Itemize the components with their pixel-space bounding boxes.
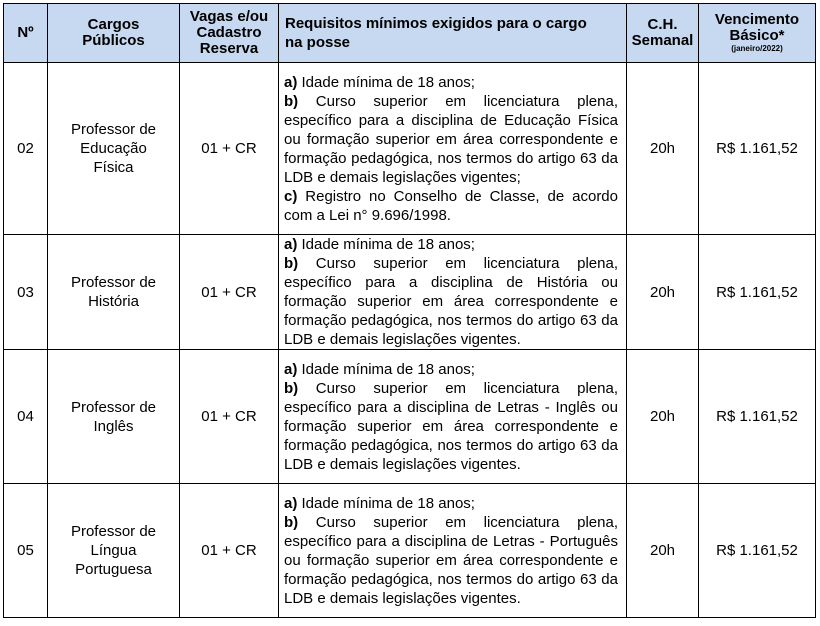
header-ch bbox=[627, 4, 699, 63]
requisito-item bbox=[284, 494, 618, 513]
table-row bbox=[4, 63, 816, 235]
requisito-text: Idade mínima de 18 anos; bbox=[297, 236, 475, 253]
header-ch-line: C.H. bbox=[647, 16, 678, 33]
header-vagas-line: Cadastro bbox=[196, 24, 262, 41]
cargo-line: História bbox=[88, 293, 139, 310]
requisito-text: Idade mínima de 18 anos; bbox=[297, 494, 475, 512]
table-body bbox=[4, 63, 816, 618]
header-vagas-line: Reserva bbox=[199, 40, 259, 57]
cell-vencimento: R$ 1.161,52 bbox=[699, 484, 816, 618]
requisito-item bbox=[284, 235, 618, 254]
header-requisitos-line: Requisitos mínimos exigidos para o cargo bbox=[285, 15, 587, 32]
requisito-item bbox=[284, 73, 618, 92]
cargo-line: Educação bbox=[80, 140, 147, 157]
header-cargo-line: Cargos bbox=[87, 16, 140, 33]
requisito-mark: b) bbox=[284, 379, 299, 397]
cell-vagas: 01 + CR bbox=[180, 63, 279, 235]
header-vencimento-date: (janeiro/2022) bbox=[731, 44, 783, 53]
requisito-mark: b) bbox=[284, 513, 299, 531]
requisito-text: Curso superior em licenciatura plena, específico para a disciplina de História ou formação superior em área correspondente e formação pedagógica, nos termos do artigo 63 da LDB e demais legislações vigentes. bbox=[284, 255, 618, 348]
requisito-item bbox=[284, 187, 618, 225]
cell-num: 04 bbox=[4, 350, 48, 484]
cell-cargo bbox=[48, 63, 180, 235]
requisito-mark: c) bbox=[284, 187, 298, 205]
cell-cargo bbox=[48, 235, 180, 350]
header-vagas-line: Vagas e/ou bbox=[189, 8, 269, 25]
header-vencimento-line: Básico* bbox=[729, 27, 785, 44]
cell-requisitos bbox=[279, 235, 627, 350]
cell-vencimento: R$ 1.161,52 bbox=[699, 63, 816, 235]
header-requisitos-line: na posse bbox=[285, 34, 351, 51]
cell-ch: 20h bbox=[627, 350, 699, 484]
requisito-item bbox=[284, 254, 618, 349]
requisito-item bbox=[284, 379, 618, 474]
cell-ch: 20h bbox=[627, 484, 699, 618]
cargo-line: Inglês bbox=[93, 417, 134, 435]
requisito-mark: a) bbox=[284, 360, 298, 378]
header-cargo-line: Públicos bbox=[82, 32, 145, 49]
requisito-item bbox=[284, 92, 618, 187]
requisito-text: Curso superior em licenciatura plena, específico para a disciplina de Letras - Inglês ou formação superior em área correspondente e formação pedagógica, nos termos do artigo 63 da LDB e demais legislações vigentes. bbox=[284, 379, 618, 473]
header-vagas bbox=[180, 4, 279, 63]
cell-cargo bbox=[48, 484, 180, 618]
cell-vagas: 01 + CR bbox=[180, 235, 279, 350]
requisito-mark: b) bbox=[284, 255, 299, 272]
cell-num: 03 bbox=[4, 235, 48, 350]
header-row bbox=[4, 4, 816, 63]
table-header bbox=[4, 4, 816, 63]
cell-vagas: 01 + CR bbox=[180, 350, 279, 484]
requisito-item bbox=[284, 360, 618, 379]
header-requisitos bbox=[279, 4, 627, 63]
cargo-line: Física bbox=[93, 159, 134, 176]
cargos-table bbox=[3, 3, 816, 618]
cargo-line: Língua bbox=[90, 542, 137, 559]
table-row bbox=[4, 235, 816, 350]
requisito-text: Idade mínima de 18 anos; bbox=[297, 73, 475, 91]
cell-vagas: 01 + CR bbox=[180, 484, 279, 618]
header-num: Nº bbox=[4, 4, 48, 63]
requisito-text: Registro no Conselho de Classe, de acordo com a Lei n° 9.696/1998. bbox=[284, 187, 618, 224]
cell-vencimento: R$ 1.161,52 bbox=[699, 235, 816, 350]
cell-cargo bbox=[48, 350, 180, 484]
cargo-line: Professor de bbox=[70, 398, 157, 416]
cell-num: 05 bbox=[4, 484, 48, 618]
cell-ch: 20h bbox=[627, 63, 699, 235]
header-vencimento bbox=[699, 4, 816, 63]
cargo-line: Professor de bbox=[70, 274, 157, 291]
header-ch-line: Semanal bbox=[631, 32, 694, 49]
requisito-mark: a) bbox=[284, 494, 298, 512]
cell-requisitos bbox=[279, 350, 627, 484]
requisito-text: Curso superior em licenciatura plena, específico para a disciplina de Educação Física ou formação superior em área correspondente e formação pedagógica, nos termos do artigo 63 da LDB e demais legislações vigentes; bbox=[284, 92, 618, 186]
cell-ch: 20h bbox=[627, 235, 699, 350]
cell-num: 02 bbox=[4, 63, 48, 235]
cargo-line: Professor de bbox=[70, 523, 157, 540]
requisito-mark: a) bbox=[284, 236, 298, 253]
requisito-mark: b) bbox=[284, 92, 299, 110]
requisito-item bbox=[284, 513, 618, 608]
table-row bbox=[4, 350, 816, 484]
cargo-line: Professor de bbox=[70, 121, 157, 138]
header-vencimento-line: Vencimento bbox=[714, 11, 800, 28]
header-cargo bbox=[48, 4, 180, 63]
requisito-text: Idade mínima de 18 anos; bbox=[297, 360, 475, 378]
cell-requisitos bbox=[279, 63, 627, 235]
requisito-mark: a) bbox=[284, 73, 298, 91]
cargo-line: Portuguesa bbox=[75, 561, 152, 578]
requisito-text: Curso superior em licenciatura plena, específico para a disciplina de Letras - Português ou formação superior em área correspondente e formação pedagógica, nos termos do artigo 63 da LDB e demais legislações vigentes. bbox=[284, 513, 618, 607]
cell-requisitos bbox=[279, 484, 627, 618]
table-row bbox=[4, 484, 816, 618]
cell-vencimento: R$ 1.161,52 bbox=[699, 350, 816, 484]
